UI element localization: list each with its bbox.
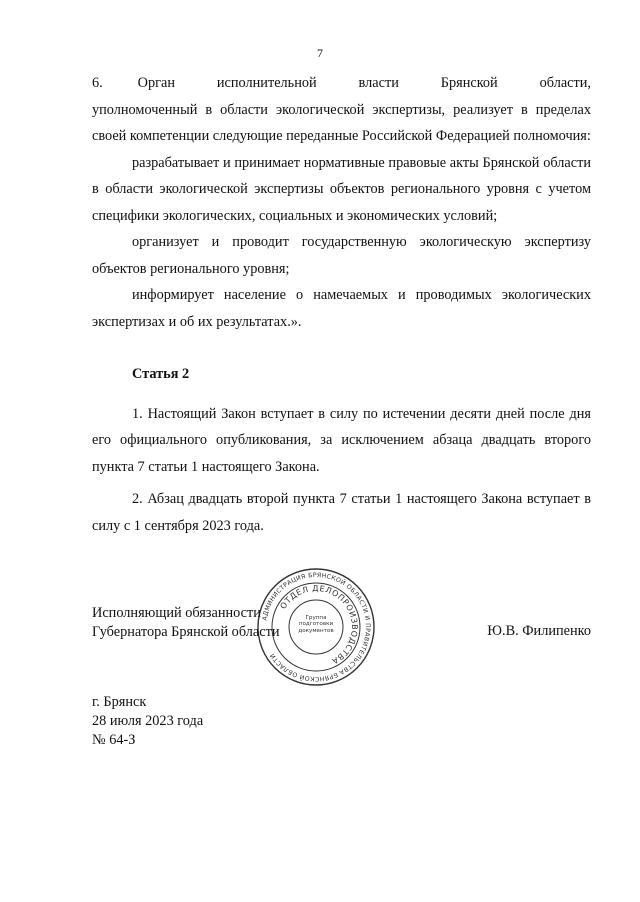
list-item-informs-population: информирует население о намечаемых и проводимых экологических экспертизах и об их результатах.». bbox=[92, 287, 591, 330]
seal-inner-text: ОТДЕЛ ДЕЛОПРОИЗВОДСТВА bbox=[278, 583, 360, 666]
article-2-clause-2: 2. Абзац двадцать второй пункта 7 статьи 1 настоящего Закона вступает в силу с 1 сентября 2023 года. bbox=[92, 491, 591, 534]
city: г. Брянск bbox=[92, 694, 147, 710]
signature-title-line-1: Исполняющий обязанности bbox=[92, 605, 261, 621]
seal-center-text: Группа подготовки документов bbox=[298, 615, 334, 634]
paragraph-6-first-line: 6. Орган исполнительной власти Брянской области, bbox=[92, 75, 591, 91]
seal-outer-text: АДМИНИСТРАЦИЯ БРЯНСКОЙ ОБЛАСТИ И ПРАВИТЕЛЬСТВА БРЯНСКОЙ ОБЛАСТИ bbox=[261, 571, 372, 683]
page-number: 7 bbox=[317, 46, 323, 60]
document-body bbox=[92, 70, 591, 539]
date: 28 июля 2023 года bbox=[92, 713, 204, 729]
list-item-organizes-expertise: организует и проводит государственную экологическую экспертизу объектов регионального уровня; bbox=[92, 234, 591, 277]
law-number: № 64-З bbox=[92, 732, 136, 748]
paragraph-6-body: уполномоченный в области экологической экспертизы, реализует в пределах своей компетенции следующие переданные Российской Федерацией полномочия: bbox=[92, 101, 591, 144]
article-2-heading: Статья 2 bbox=[132, 366, 190, 382]
signature-title-line-2: Губернатора Брянской области bbox=[92, 624, 280, 640]
signatory-name: Ю.В. Филипенко bbox=[487, 623, 591, 639]
place-date-block bbox=[92, 693, 203, 750]
article-2-clause-1: 1. Настоящий Закон вступает в силу по истечении десяти дней после дня его официального опубликования, за исключением абзаца двадцать второго пункта 7 статьи 1 настоящего Закона. bbox=[92, 405, 591, 475]
list-item-develops-acts: разрабатывает и принимает нормативные правовые акты Брянской области в области экологической экспертизы объектов регионального уровня с учетом специфики экологических, социальных и экономических условий; bbox=[92, 154, 591, 224]
